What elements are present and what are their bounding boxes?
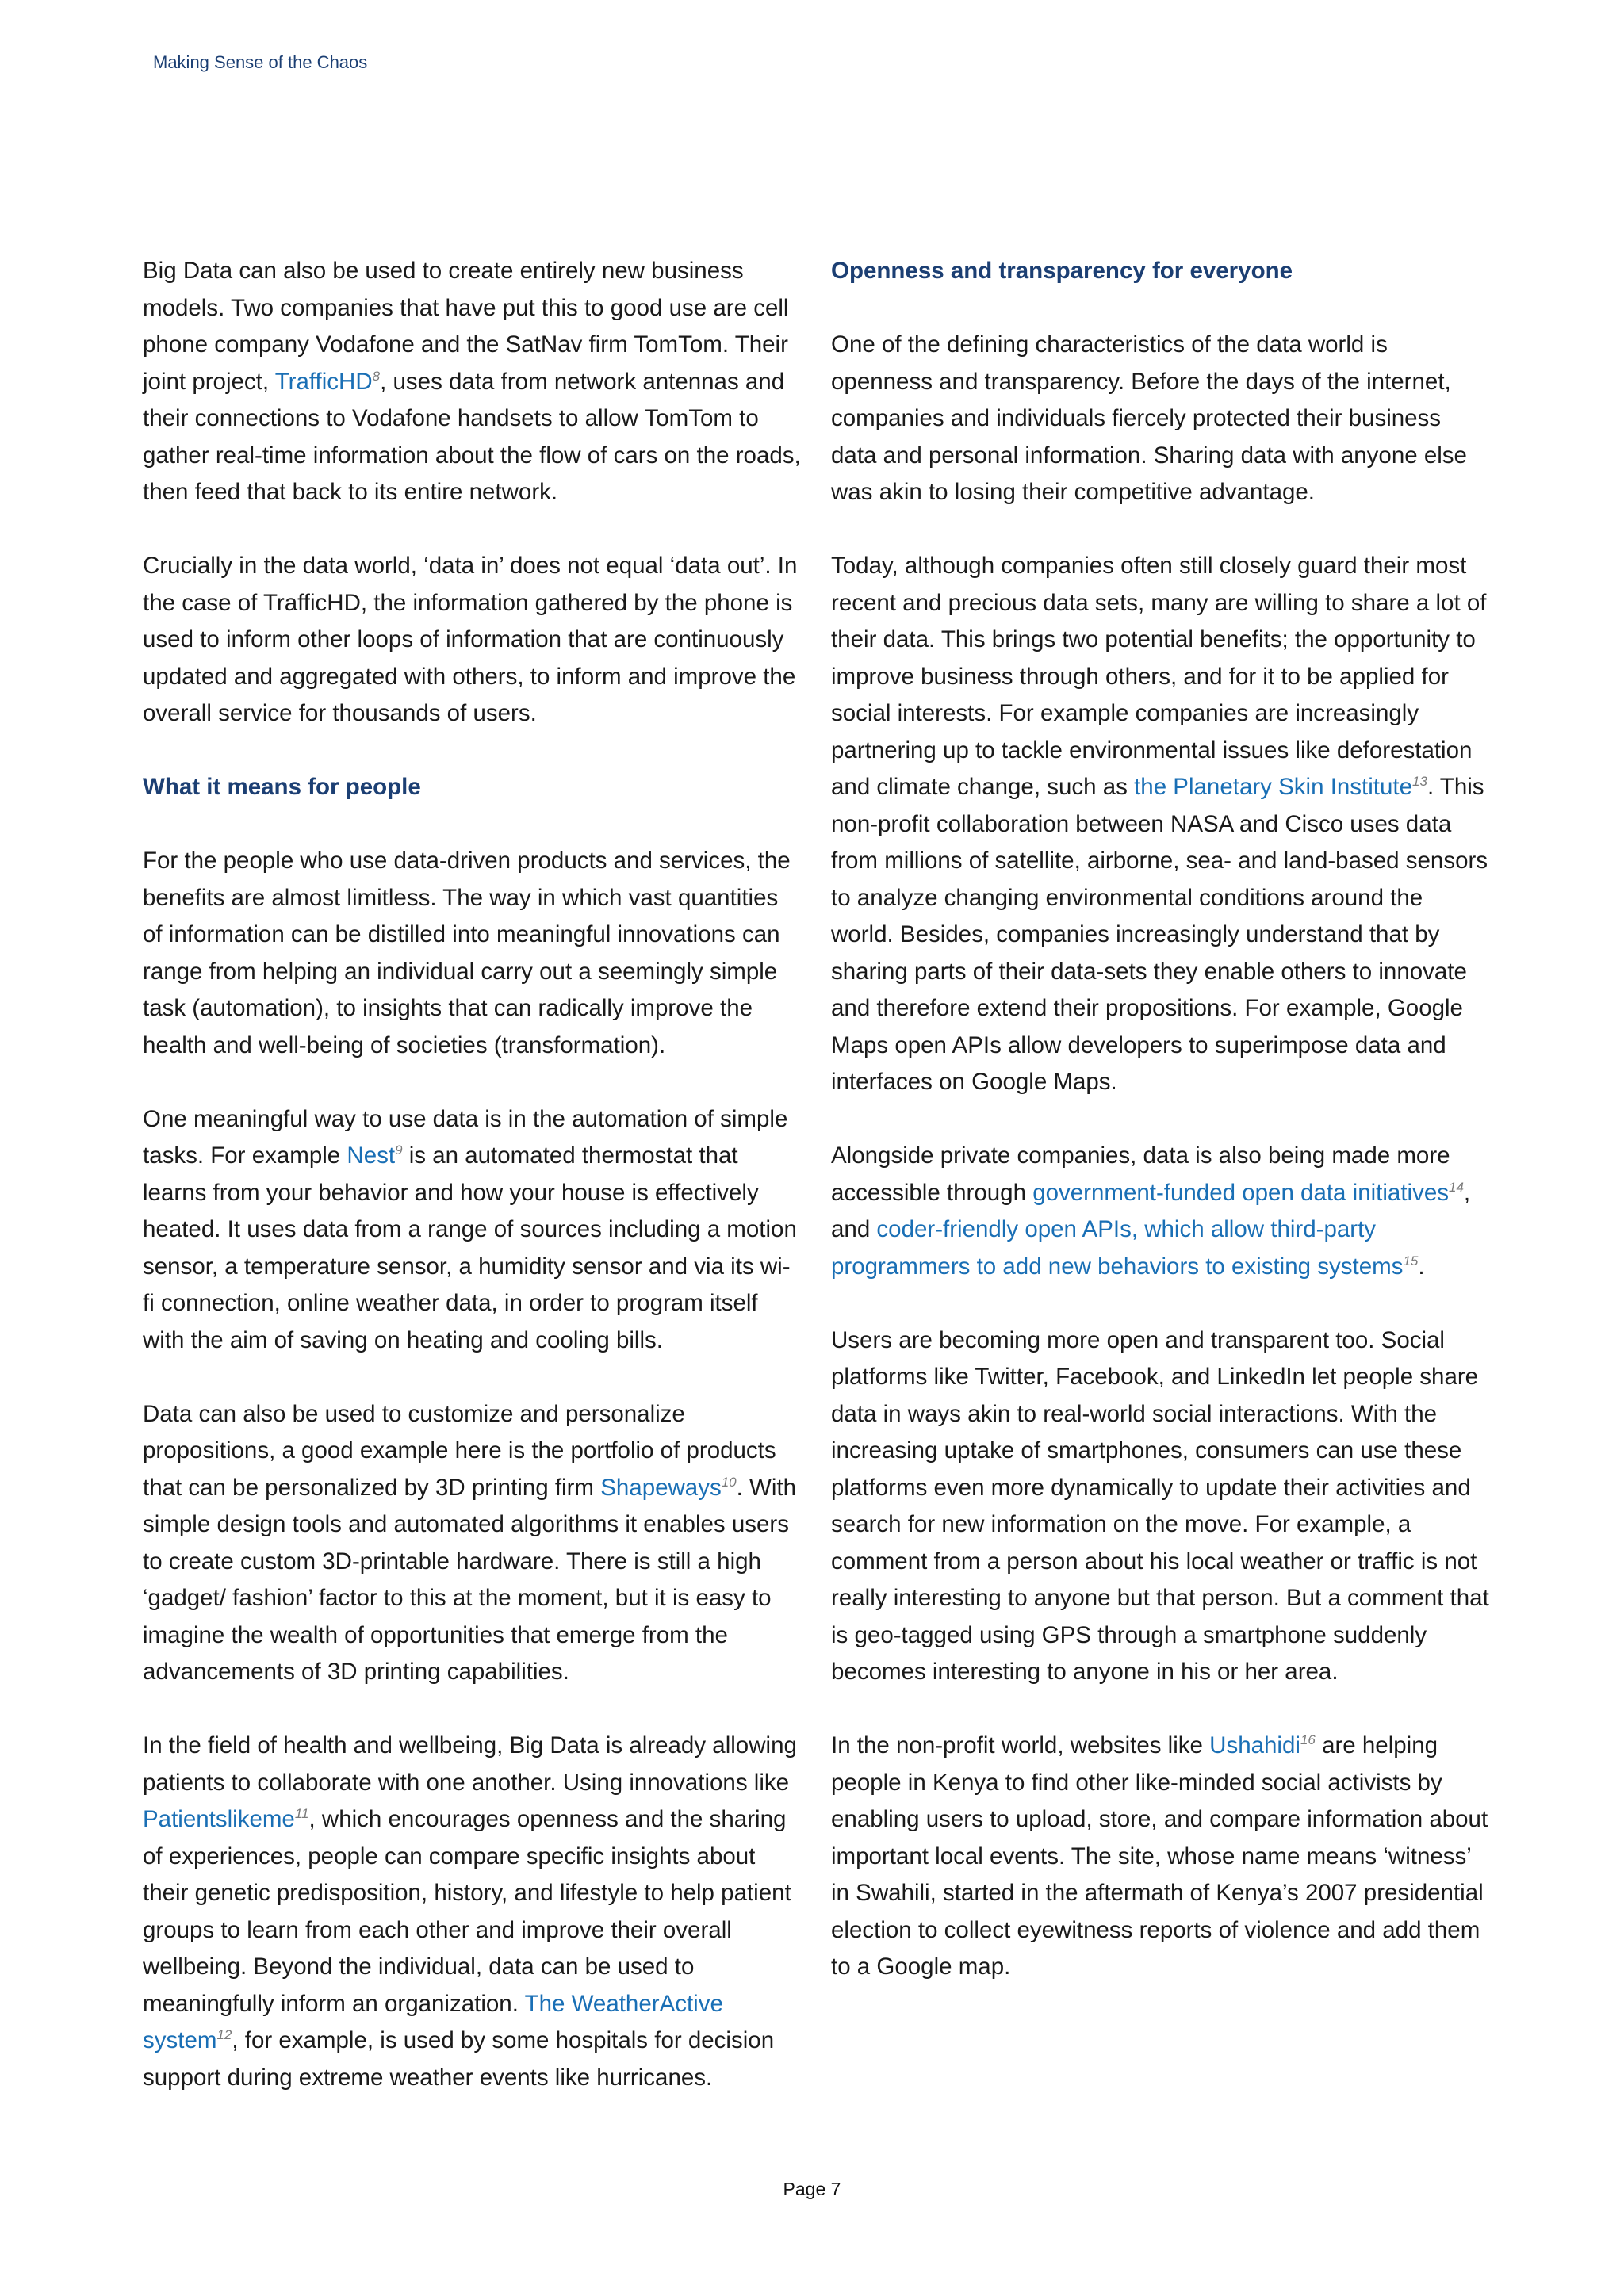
paragraph-data-in-out: Crucially in the data world, ‘data in’ does not equal ‘data out’. In the case of TrafficHD, the information gathered by the phone is used to inform other loops of information that are continuously updated and aggregated with others, to inform and improve the overall service for thousands of users.	[143, 553, 798, 726]
footnote-ref: 10	[721, 1474, 737, 1490]
footnote-ref: 11	[294, 1806, 309, 1822]
open-data-link[interactable]: government-funded open data initiatives	[1032, 1179, 1449, 1206]
patientslikeme-link[interactable]: Patientslikeme	[143, 1806, 295, 1832]
left-column	[143, 253, 801, 2133]
paragraph-open-data: Alongside private companies, data is also being made more accessible through government-funded open data initiatives$^{14}$, and coder-friendly open APIs, which allow third-party programmers to add new behaviors to existing systems$^{15}$.	[831, 1142, 1471, 1280]
paragraph-openness: One of the defining characteristics of the data world is openness and transparency. Before the days of the internet, companies and individuals fiercely protected their business data and personal information. Sharing data with anyone else was akin to losing their competitive advantage.	[831, 331, 1467, 505]
section-heading-openness: Openness and transparency for everyone	[831, 258, 1293, 284]
paragraph-users: Users are becoming more open and transparent too. Social platforms like Twitter, Facebook, and LinkedIn let people share data in ways akin to real-world social interactions. With the increasing uptake of smartphones, consumers can use these platforms even more dynamically to update their activities and search for new information on the move. For example, a comment from a person about his local weather or traffic is not really interesting to anyone but that person. But a comment that is geo-tagged using GPS through a smartphone suddenly becomes interesting to anyone in his or her area.	[831, 1326, 1489, 1685]
nest-link[interactable]: Nest	[347, 1142, 396, 1169]
paragraph-automation: One meaningful way to use data is in the automation of simple tasks. For example Nest$^9$ is an automated thermostat that learns from your behavior and how your house is effectively heated. It uses data from a range of sources including a motion sensor, a temperature sensor, a humidity sensor and via its wi-fi connection, online weather data, in order to program itself with the aim of saving on heating and cooling bills.	[143, 1105, 797, 1353]
planetary-skin-link[interactable]: the Planetary Skin Institute	[1134, 774, 1413, 800]
paragraph-personalization: Data can also be used to customize and personalize propositions, a good example here is the portfolio of products that can be personalized by 3D printing firm Shapeways$^{10}$. With simple design tools and automated algorithms it enables users to create custom 3D-printable hardware. There is still a high ‘gadget/ fashion’ factor to this at the moment, but it is easy to imagine the wealth of opportunities that emerge from the advancements of 3D printing capabilities.	[143, 1400, 797, 1685]
footnote-ref: 12	[216, 2027, 232, 2043]
paragraph-sharing: Today, although companies often still closely guard their most recent and precious data sets, many are willing to share a lot of their data. This brings two potential benefits; the opportunity to improve business through others, and for it to be applied for social interests. For example companies are increasingly partnering up to tackle environmental issues like deforestation and climate change, such as the Planetary Skin Institute$^{13}$. This non-profit collaboration between NASA and Cisco uses data from millions of satellite, airborne, sea- and land-based sensors to analyze changing environmental conditions around the world. Besides, companies increasingly understand that by sharing parts of their data-sets they enable others to innovate and therefore extend their propositions. For example, Google Maps open APIs allow developers to superimpose data and interfaces on Google Maps.	[831, 553, 1488, 1095]
section-heading-people: What it means for people	[143, 774, 421, 800]
footnote-ref: 8	[372, 368, 381, 384]
page-number: Page 7	[783, 2179, 841, 2199]
running-header: Making Sense of the Chaos	[153, 52, 368, 72]
footnote-ref: 16	[1300, 1732, 1316, 1748]
ushahidi-link[interactable]: Ushahidi	[1209, 1732, 1300, 1758]
footnote-ref: 9	[395, 1142, 403, 1158]
paragraph-business-models: Big Data can also be used to create entirely new business models. Two companies that have put this to good use are cell phone company Vodafone and the SatNav firm TomTom. Their joint project, TrafficHD$^8$, uses data from network antennas and their connections to Vodafone handsets to allow TomTom to gather real-time information about the flow of cars on the roads, then feed that back to its entire network.	[143, 258, 801, 505]
right-column	[831, 253, 1489, 2022]
traffichd-link[interactable]: TrafficHD	[274, 368, 373, 395]
paragraph-non-profit: In the non-profit world, websites like Ushahidi$^{16}$ are helping people in Kenya to find other like-minded social activists by enabling users to upload, store, and compare information about important local events. The site, whose name means ‘witness’ in Swahili, started in the aftermath of Kenya’s 2007 presidential election to collect eyewitness reports of violence and add them to a Google map.	[831, 1732, 1488, 1980]
paragraph-benefits: For the people who use data-driven products and services, the benefits are almost limitless. The way in which vast quantities of information can be distilled into meaningful innovations can range from helping an individual carry out a seemingly simple task (automation), to insights that can radically improve the health and well-being of societies (transformation).	[143, 848, 791, 1058]
footnote-ref: 15	[1403, 1253, 1419, 1269]
footnote-ref: 13	[1412, 774, 1427, 790]
weatheractive-link[interactable]: The WeatherActive system	[143, 1990, 723, 2053]
open-apis-link[interactable]: coder-friendly open APIs, which allow third-party programmers to add new behaviors to existing systems	[831, 1216, 1404, 1280]
paragraph-health: In the field of health and wellbeing, Big Data is already allowing patients to collaborate with one another. Using innovations like Patientslikeme$^{11}$, which encourages openness and the sharing of experiences, people can compare specific insights about their genetic predisposition, history, and lifestyle to help patient groups to learn from each other and improve their overall wellbeing. Beyond the individual, data can be used to meaningfully inform an organization. The WeatherActive system$^{12}$, for example, is used by some hospitals for decision support during extreme weather events like hurricanes.	[143, 1732, 797, 2091]
footnote-ref: 14	[1448, 1179, 1464, 1195]
shapeways-link[interactable]: Shapeways	[600, 1474, 722, 1501]
